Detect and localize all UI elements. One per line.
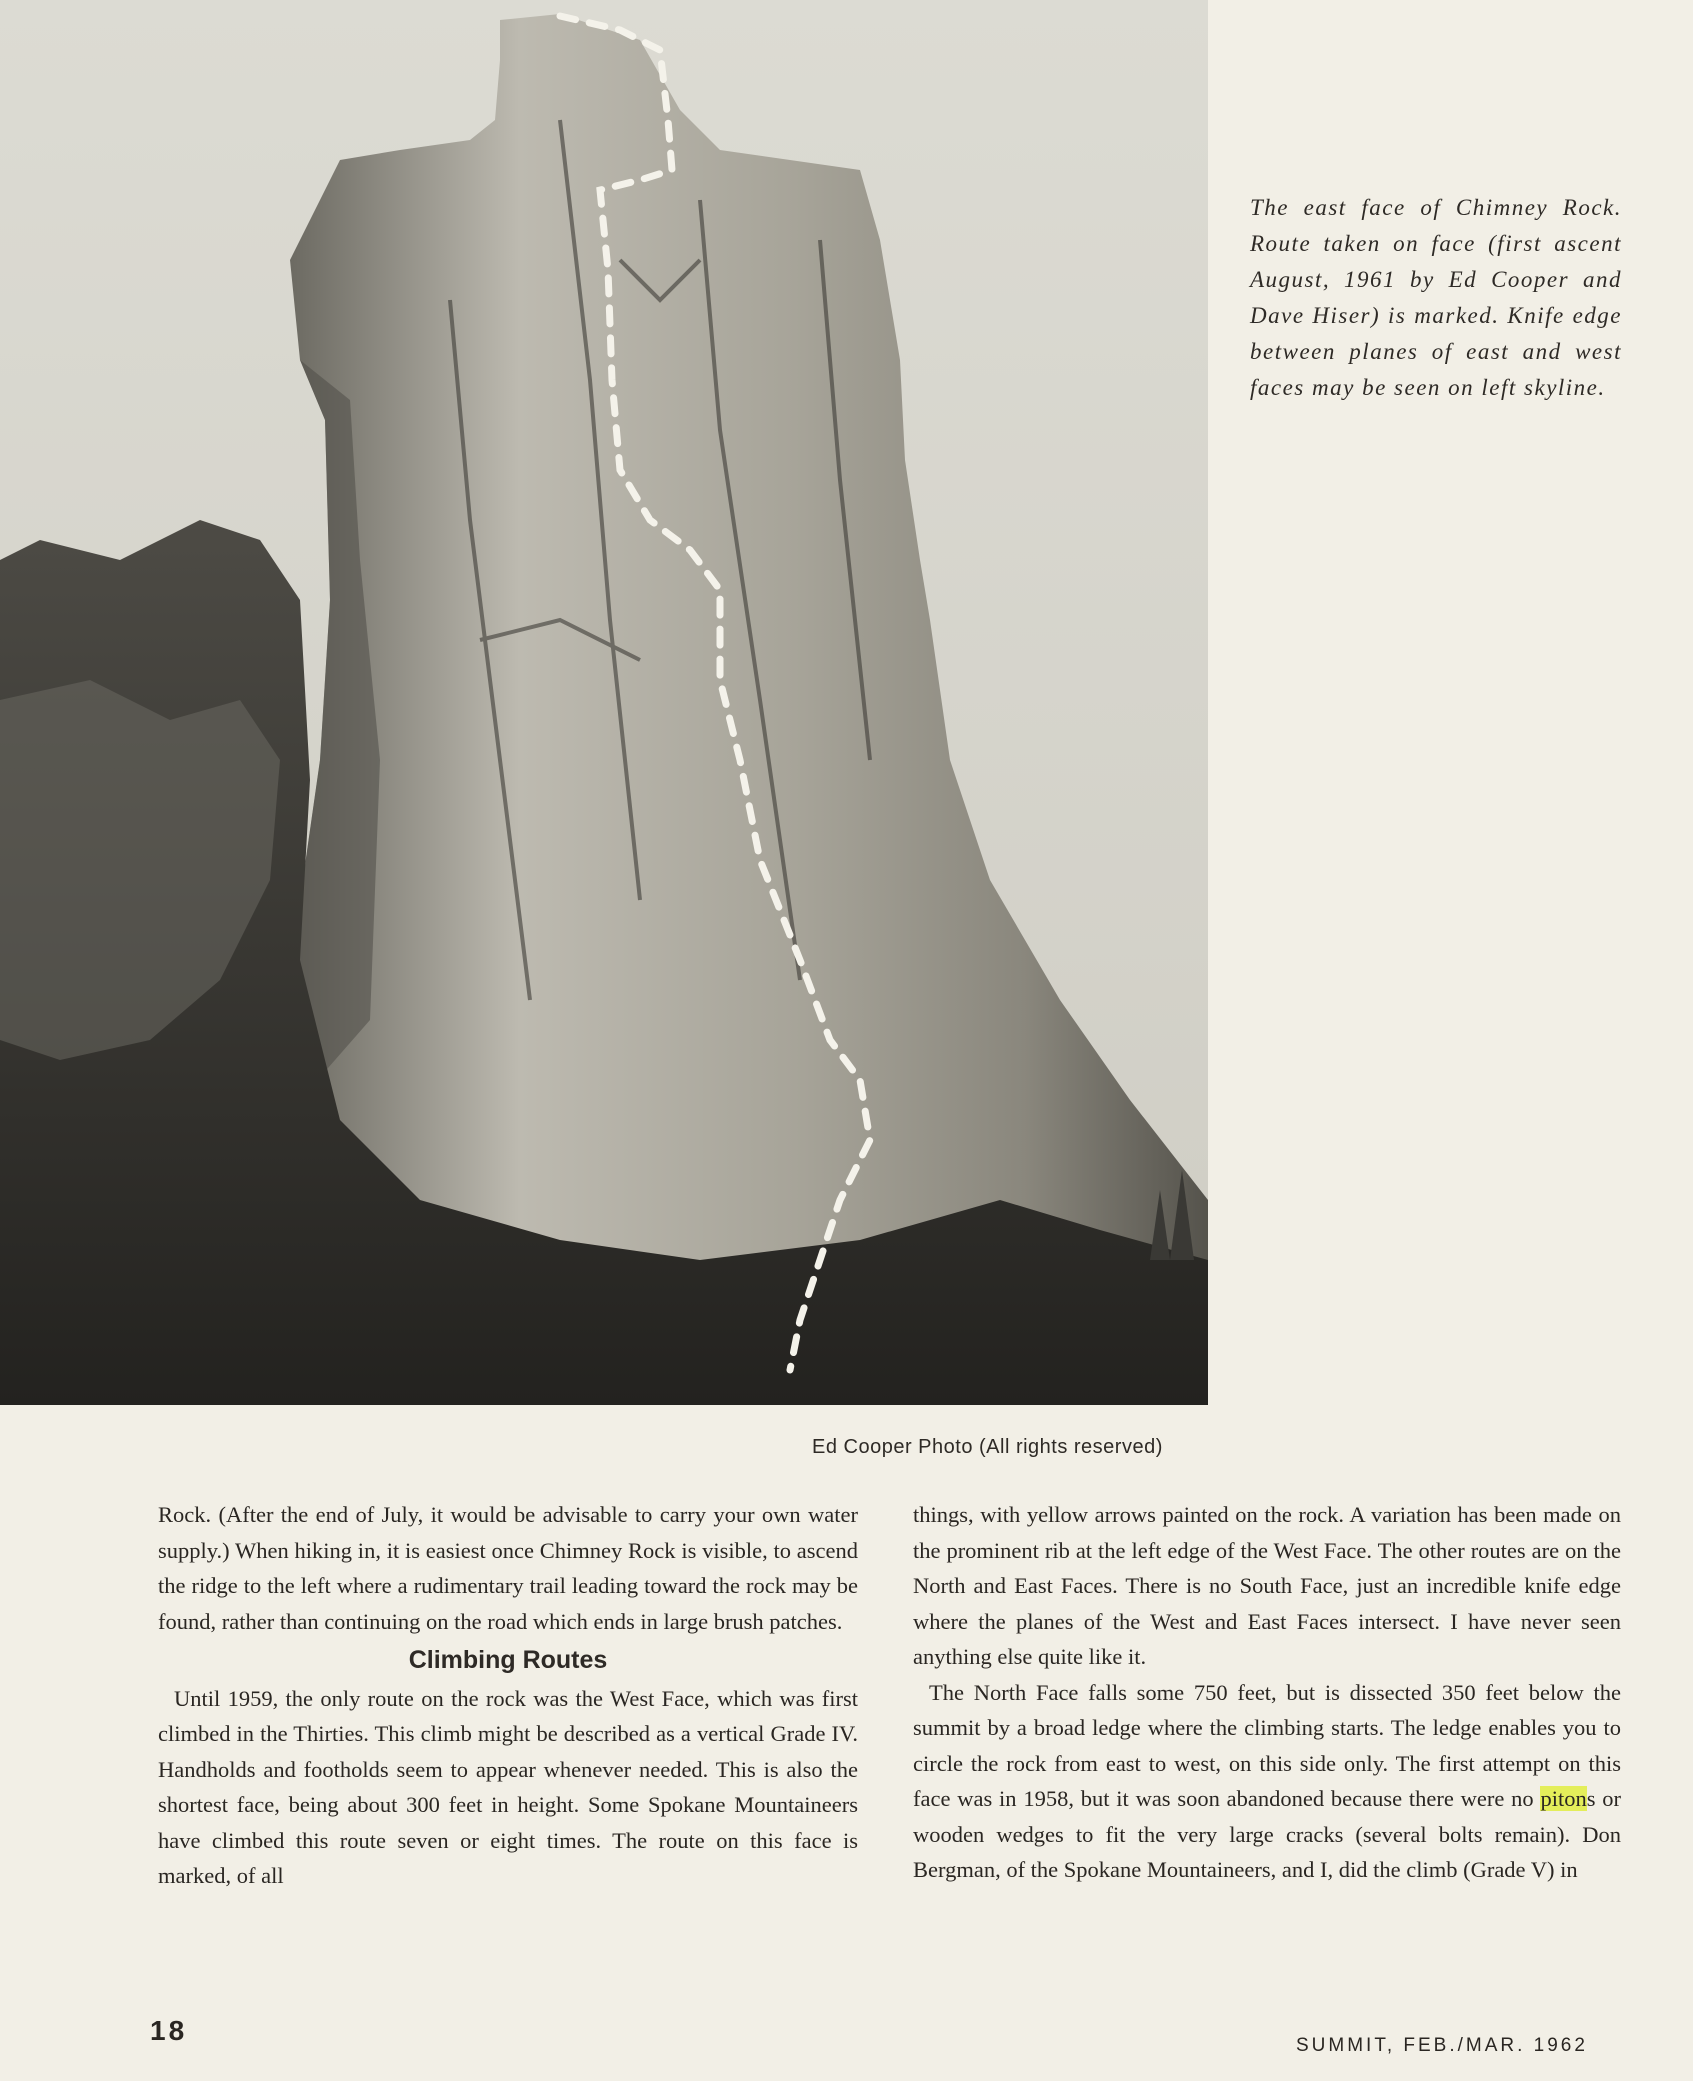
highlighted-word: piton bbox=[1540, 1786, 1587, 1811]
right-column bbox=[913, 1497, 1621, 1888]
right-paragraph-1: things, with yellow arrows painted on the rock. A variation has been made on the prominent rib at the left edge of the West Face. The other routes are on the North and East Faces. There is no South Face, just an incredible knife edge where the planes of the West and East Faces intersect. I have never seen anything else quite like it. bbox=[913, 1502, 1621, 1669]
left-column bbox=[158, 1497, 858, 1894]
left-paragraph-2: Until 1959, the only route on the rock was the West Face, which was first climbed in the Thirties. This climb might be described as a vertical Grade IV. Handholds and footholds seem to appear whenever needed. This is also the shortest face, being about 300 feet in height. Some Spokane Mountaineers have climbed this route seven or eight times. The route on this face is marked, of all bbox=[158, 1685, 858, 1888]
left-paragraph-1: Rock. (After the end of July, it would be advisable to carry your own water supply.) When hiking in, it is easiest once Chimney Rock is visible, to ascend the ridge to the left where a rudimentary trail leading toward the rock may be found, rather than continuing on the road which ends in large brush patches. bbox=[158, 1502, 858, 1634]
page-number: 18 bbox=[150, 2015, 188, 2046]
section-heading: Climbing Routes bbox=[408, 1646, 608, 1674]
right-paragraph-2-end: s or wooden wedges to fit the very large cracks (several bolts remain). Don Bergman, of the Spokane Mountaineers, and I, did the climb (Grade V) in bbox=[913, 1786, 1621, 1882]
photo-credit: Ed Cooper Photo (All rights reserved) bbox=[812, 1436, 1163, 1458]
right-paragraph-2 bbox=[913, 1675, 1621, 1888]
right-paragraph-2-start: The North Face falls some 750 feet, but is dissected 350 feet below the summit by a broad ledge where the climbing starts. The ledge enables you to circle the rock from east to west, on this side only. The first attempt on this face was in 1958, but it was soon abandoned because there were no bbox=[913, 1679, 1621, 1811]
photo-caption: The east face of Chimney Rock. Route taken on face (first ascent August, 1961 by Ed Cooper and Dave Hiser) is marked. Knife edge between planes of east and west faces may be seen on left skyline. bbox=[1250, 195, 1622, 400]
publication-footer: SUMMIT, FEB./MAR. 1962 bbox=[1296, 2035, 1588, 2056]
rock-illustration bbox=[0, 0, 1208, 1405]
chimney-rock-photo bbox=[0, 0, 1208, 1405]
